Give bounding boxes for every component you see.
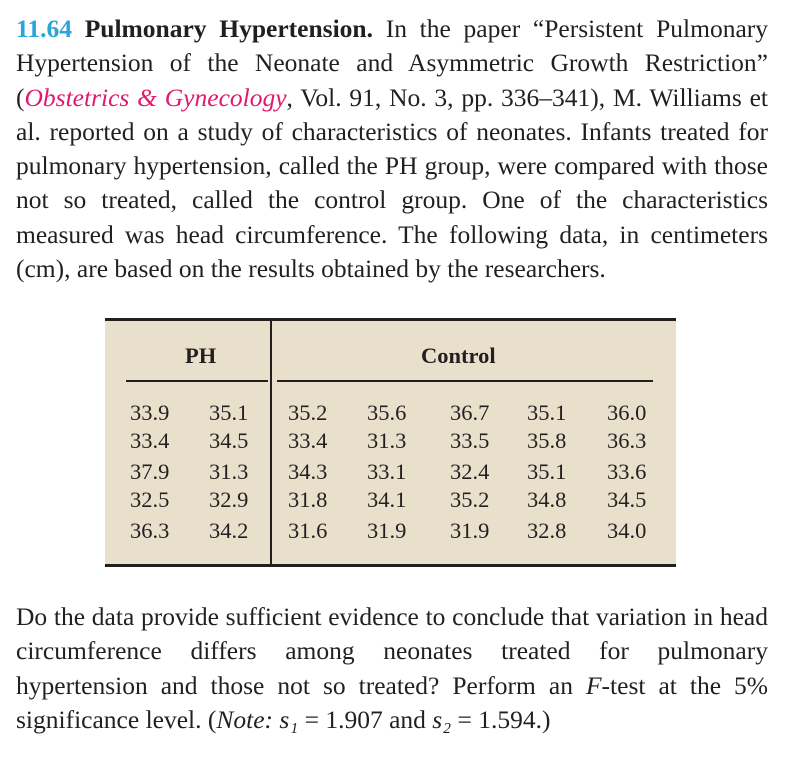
table-cell-control: 34.5	[607, 487, 647, 512]
intro-text-before: In the paper “Persistent Pulmonary Hypertension of the Neonate and Asymmetric Growth Restriction” (	[16, 14, 769, 112]
header-rule-ph	[126, 380, 268, 382]
problem-number: 11.64	[16, 14, 72, 43]
table-cell-ph: 33.4	[130, 428, 170, 453]
question-text	[16, 600, 768, 737]
journal-name: Obstetrics & Gynecology	[24, 82, 287, 112]
question-part-a: Do the data provide sufficient evidence to conclude that variation in head circumference differs among neonates treated for pulmonary hypertension and those not so treated? Perform an	[16, 602, 768, 700]
table-cell-ph: 33.9	[130, 400, 170, 425]
s1-label: s₁	[279, 704, 299, 734]
table-cell-control: 31.9	[367, 518, 407, 543]
table-cell-ph: 32.5	[130, 487, 170, 512]
table-cell-ph: 34.2	[209, 518, 249, 543]
table-cell-ph: 31.3	[209, 459, 249, 484]
s1-value: = 1.907	[298, 704, 383, 734]
table-cell-control: 31.8	[288, 487, 328, 512]
table-cell-control: 31.9	[450, 518, 490, 543]
table-cell-control: 34.8	[527, 487, 567, 512]
question-part-b: -test at the 5% significance level. (	[16, 670, 769, 734]
problem-title: Pulmonary Hypertension.	[84, 14, 373, 43]
header-rule-control	[277, 380, 653, 382]
data-table	[105, 318, 676, 567]
table-cell-ph: 35.1	[209, 400, 249, 425]
table-cell-control: 32.4	[450, 459, 490, 484]
f-letter: F	[585, 670, 602, 700]
and-word: and	[382, 704, 433, 734]
problem-statement	[16, 12, 768, 286]
table-cell-control: 33.6	[607, 459, 647, 484]
table-cell-control: 32.8	[527, 518, 567, 543]
table-cell-control: 34.0	[607, 518, 647, 543]
s2-label: s₂	[432, 704, 452, 734]
table-cell-ph: 32.9	[209, 487, 249, 512]
table-cell-control: 35.2	[450, 487, 490, 512]
table-cell-control: 35.1	[527, 459, 567, 484]
table-cell-control: 33.4	[288, 428, 328, 453]
intro-text-after: , Vol. 91, No. 3, pp. 336–341), M. Williams et al. reported on a study of characteristics of neonates. Infants treated for pulmonary hypertension, called the PH group, were compared with those not so treated, called the control group. One of the characteristics measured was head circumference. The following data, in centimeters (cm), are based on the results obtained by the researchers.	[16, 82, 768, 284]
table-cell-ph: 37.9	[130, 459, 170, 484]
header-ph: PH	[185, 343, 217, 368]
column-divider	[270, 321, 272, 564]
note-label: Note:	[216, 704, 274, 734]
table-cell-control: 31.6	[288, 518, 328, 543]
table-cell-control: 35.6	[367, 400, 407, 425]
table-cell-control: 35.8	[527, 428, 567, 453]
table-cell-control: 36.3	[607, 428, 647, 453]
table-cell-control: 36.0	[607, 400, 647, 425]
table-cell-ph: 36.3	[130, 518, 170, 543]
table-cell-control: 34.1	[367, 487, 407, 512]
table-cell-control: 35.1	[527, 400, 567, 425]
table-cell-ph: 34.5	[209, 428, 249, 453]
table-cell-control: 33.1	[367, 459, 407, 484]
table-cell-control: 36.7	[450, 400, 490, 425]
table-cell-control: 31.3	[367, 428, 407, 453]
table-cell-control: 35.2	[288, 400, 328, 425]
table-cell-control: 33.5	[450, 428, 490, 453]
header-control: Control	[421, 343, 496, 368]
s2-value: = 1.594.)	[451, 704, 551, 734]
table-cell-control: 34.3	[288, 459, 328, 484]
